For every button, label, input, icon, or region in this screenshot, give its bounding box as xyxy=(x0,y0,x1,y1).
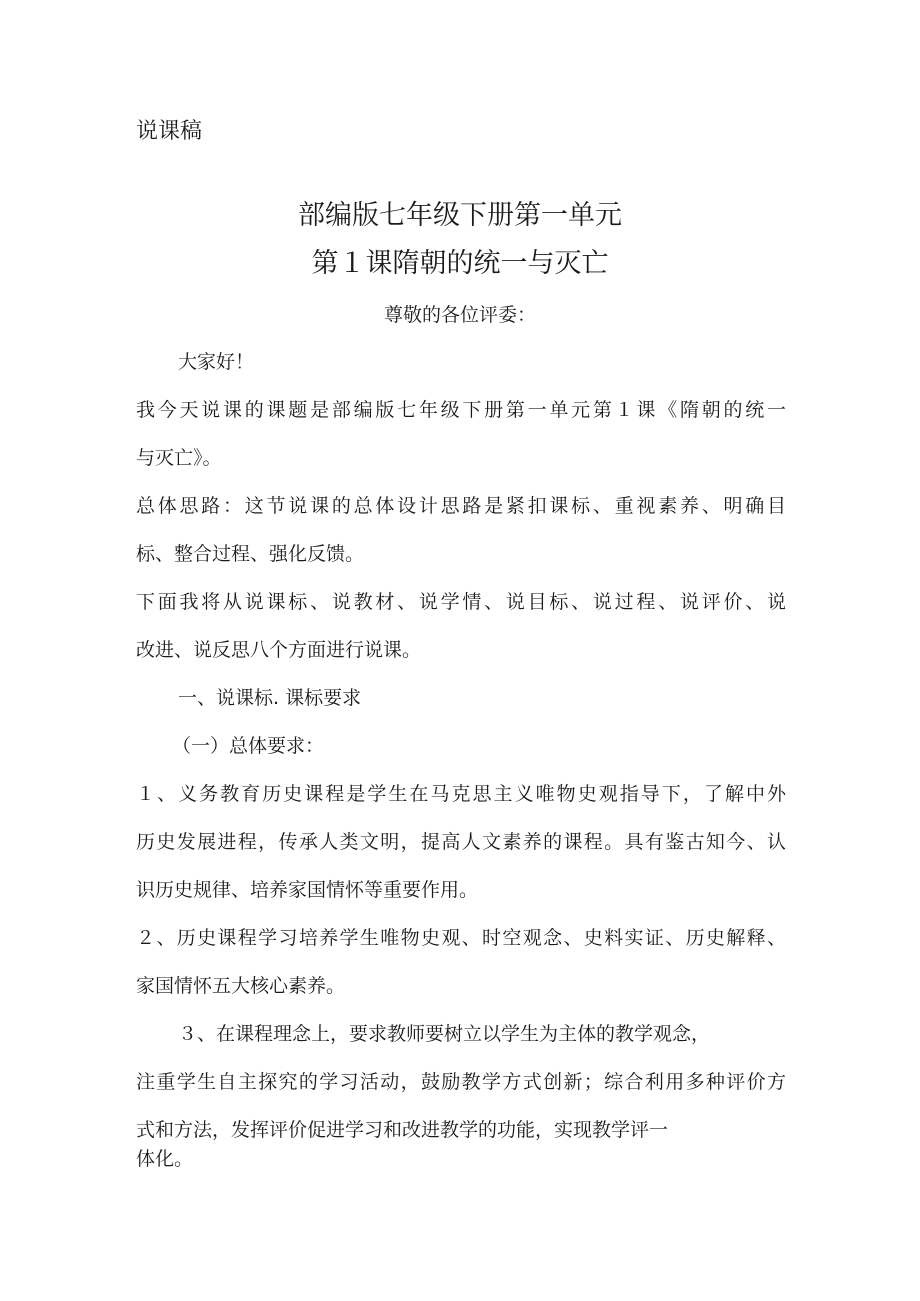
item1-line-3: 识历史规律、培养家国情怀等重要作用。 xyxy=(136,879,479,901)
plan-line-1: 下面我将从说课标、说教材、说学情、说目标、说过程、说评价、说 xyxy=(136,591,786,613)
subsection-heading: （一）总体要求： xyxy=(172,735,325,757)
overview-line-2: 标、整合过程、强化反馈。 xyxy=(136,543,365,565)
intro-line-2: 与灭亡》。 xyxy=(136,447,222,469)
item2-line-2: 家国情怀五大核心素养。 xyxy=(136,975,346,997)
item3-line-1: ３、在课程理念上，要求教师要树立以学生为主体的教学观念， xyxy=(178,1023,711,1045)
item3-line-3: 式和方法，发挥评价促进学习和改进教学的功能，实现教学评一 xyxy=(136,1119,669,1141)
overview-line-1: 总体思路：这节说课的总体设计思路是紧扣课标、重视素养、明确目 xyxy=(136,495,786,517)
title-line-1: 部编版七年级下册第一单元 xyxy=(298,200,622,231)
document-type-label: 说课稿 xyxy=(136,119,203,144)
plan-line-2: 改进、说反思八个方面进行说课。 xyxy=(136,639,422,661)
item1-line-1: １、义务教育历史课程是学生在马克思主义唯物史观指导下，了解中外 xyxy=(136,783,786,805)
greeting: 大家好！ xyxy=(178,351,255,373)
title-line-2: 第１课隋朝的统一与灭亡 xyxy=(311,248,609,279)
item3-line-2: 注重学生自主探究的学习活动，鼓励教学方式创新；综合利用多种评价方 xyxy=(136,1071,786,1093)
item2-line-1: ２、历史课程学习培养学生唯物史观、时空观念、史料实证、历史解释、 xyxy=(136,927,786,949)
item3-line-4: 体化。 xyxy=(136,1148,194,1170)
item1-line-2: 历史发展进程，传承人类文明，提高人文素养的课程。具有鉴古知今、认 xyxy=(136,831,786,853)
intro-line-1: 我今天说课的课题是部编版七年级下册第一单元第１课《隋朝的统一 xyxy=(136,399,786,421)
salutation: 尊敬的各位评委： xyxy=(383,304,536,326)
section-heading: 一、说课标. 课标要求 xyxy=(178,687,362,709)
